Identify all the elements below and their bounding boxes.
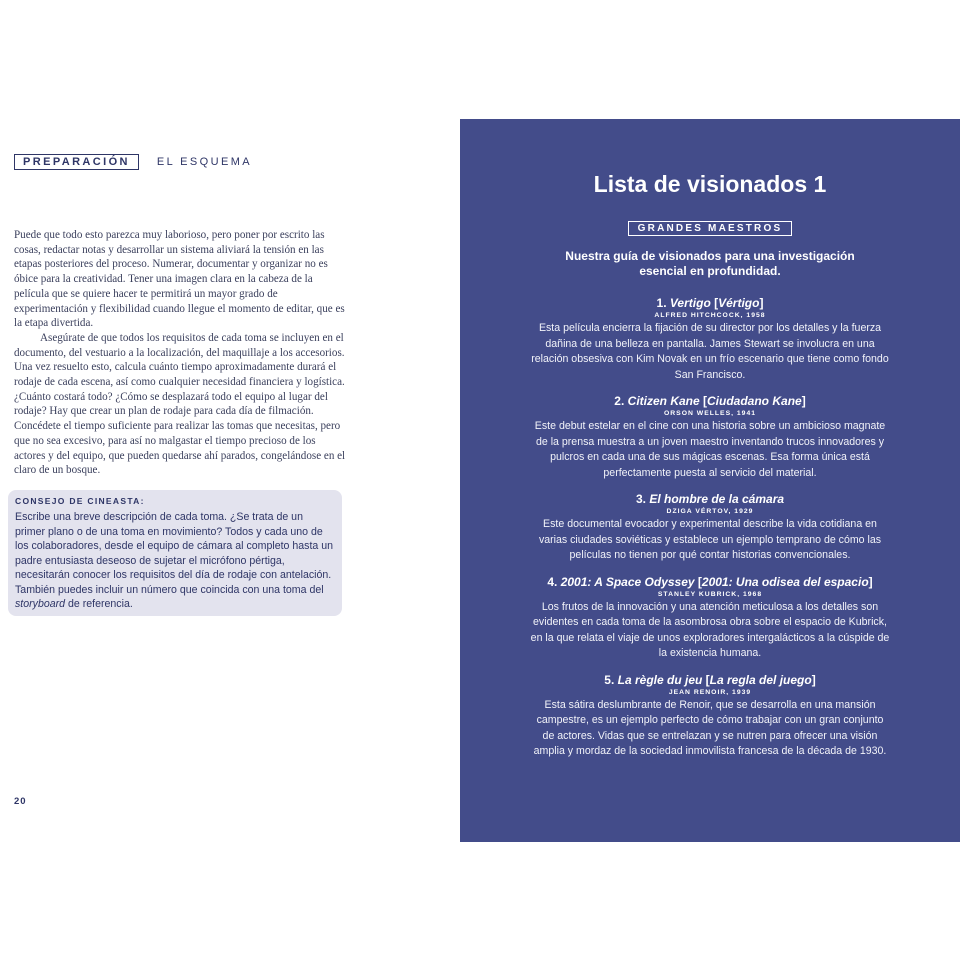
film-number: 4. (547, 574, 558, 589)
film-item (530, 574, 890, 662)
film-item (530, 393, 890, 481)
body-text (14, 228, 346, 478)
film-translated-title: Vértigo (718, 296, 760, 310)
film-number: 3. (635, 492, 646, 506)
badge-wrap (460, 218, 960, 236)
film-title (530, 491, 890, 507)
film-translated-title: La regla del juego (709, 672, 812, 687)
paragraph-1: Puede que todo esto parezca muy laborioso, pero poner por escrito las cosas, redactar notas y desarrollar un sistema aliviará la tensión en las etapas posteriores del proceso. Numerar, documentar y organizar no es óbice para la creatividad. Tener una imagen clara en la cabeza de la película que se quiere hacer te permitirá un mayor grado de experimentación y flexibilidad cuando llegue el momento de editar, que es la etapa divertida. (14, 229, 345, 330)
film-original-title: El hombre de la cámara (649, 492, 785, 506)
tip-text-end: de referencia. (65, 598, 133, 610)
list-title: Lista de visionados 1 (593, 171, 827, 197)
film-description: Esta película encierra la fijación de su director por los detalles y la fuerza dañina de una belleza en pantalla. James Stewart se involucra en una relación obsesiva con Kim Novak en un frío escenario que tiene como fondo San Francisco. (531, 322, 889, 381)
subsection-label: EL ESQUEMA (156, 156, 252, 168)
film-description: Este debut estelar en el cine con una historia sobre un ambicioso magnate de la prensa muestra a un joven maestro inventando trucos innovadores y pulcros en cada una de sus mágicas escenas. Esa forma única está perfectamente puesta al servicio del material. (534, 420, 886, 479)
film-director: STANLEY KUBRICK, 1968 (657, 590, 763, 598)
film-title: 4. 2001: A Space Odyssey [2001: Una odisea del espacio] (547, 574, 873, 589)
tip-text-italic: storyboard (15, 598, 66, 610)
category-badge: GRANDES MAESTROS (628, 221, 793, 236)
left-page (0, 0, 460, 960)
film-number: 2. (614, 394, 625, 408)
film-list (530, 295, 890, 770)
film-original-title: Citizen Kane (627, 394, 700, 408)
film-translated-title: Ciudadano Kane (707, 394, 802, 408)
paragraph-2: Asegúrate de que todos los requisitos de cada toma se incluyen en el documento, del vestuario a la localización, del maquillaje a los accesorios. Una vez resuelto esto, calcula cuánto tiempo aproximadamente durará el rodaje de cada escena, así como cualquier necesidad financiera y logística. ¿Cuánto costará todo? ¿Cómo se desplazará todo el equipo al lugar del rodaje? Hay que crear un plan de rodaje para cada día de filmación. Concédete el tiempo suficiente para realizar las tomas que necesitas, pero que no sea excesivo, para así no malgastar el tiempo precioso de los actores y del equipo, que pueden quedarse ahí parados, congelándose en el claro de un bosque. (14, 331, 346, 477)
film-director: ALFRED HITCHCOCK, 1958 (654, 312, 766, 319)
section-label: PREPARACIÓN (14, 154, 139, 170)
tip-text (15, 510, 335, 612)
film-translated-title: 2001: Una odisea del espacio (701, 574, 869, 589)
film-director: ORSON WELLES, 1941 (663, 410, 757, 417)
film-original-title: La règle du jeu (617, 672, 703, 687)
film-title: 1. Vertigo [Vértigo] (656, 296, 764, 310)
film-item (530, 491, 890, 564)
tip-text-main: Escribe una breve descripción de cada toma. ¿Se trata de un primer plano o de una toma en movimiento? Todos y cada uno de los colaboradores, desde el equipo de cámara al completo hasta un padre entusiasta deseoso de sujetar el micrófono pértiga, necesitarán conocer los requisitos del día de rodaje con antelación. También puedes incluir un número que coincida con una toma del (15, 511, 334, 596)
film-description: Esta sátira deslumbrante de Renoir, que se desarrolla en una mansión campestre, es un ejemplo perfecto de cómo trabajar con un gran conjunto de actores. Vidas que se entrelazan y se nutren para ofrecer una visión amplia y mordaz de la sociedad inmovilista francesa de la década de 1930. (533, 698, 887, 757)
film-item (530, 672, 890, 760)
film-original-title: 2001: A Space Odyssey (560, 574, 695, 589)
film-number: 1. (656, 296, 667, 310)
film-title: 2. Citizen Kane [Ciudadano Kane] (614, 394, 806, 408)
film-director: JEAN RENOIR, 1939 (668, 688, 752, 696)
film-item (530, 295, 890, 383)
intro-text: Nuestra guía de visionados para una investigación esencial en profundidad. (565, 249, 855, 278)
film-director: DZIGA VÉRTOV, 1929 (666, 508, 754, 515)
film-original-title: Vertigo (669, 296, 711, 310)
page-number: 20 (14, 796, 27, 807)
page-header (14, 154, 252, 170)
right-page (460, 119, 960, 842)
film-description: Los frutos de la innovación y una atención meticulosa a los detalles son evidentes en cada toma de la asombrosa obra sobre el espacio de Kubrick, en la que relata el viaje de unos exploradores intergalácticos a la cúspide de la existencia humana. (530, 600, 890, 659)
film-title: 5. La règle du jeu [La regla del juego] (604, 672, 816, 687)
tip-title: CONSEJO DE CINEASTA: (15, 496, 145, 506)
film-number: 5. (604, 672, 615, 687)
film-description: Este documental evocador y experimental describe la vida cotidiana en varias ciudades soviéticas y establece un ejemplo temprano de cómo las películas no tienen por qué contar historias convencionales. (538, 518, 882, 561)
tip-box (8, 490, 342, 616)
